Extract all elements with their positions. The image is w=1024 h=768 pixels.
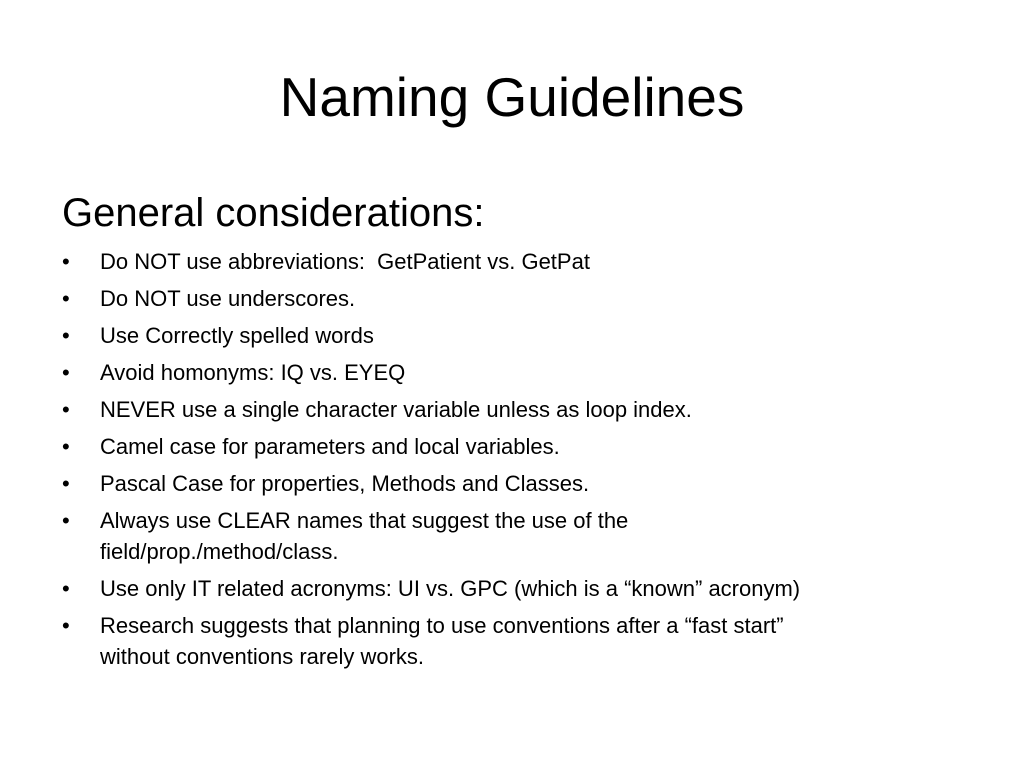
bullet-dot-icon: • xyxy=(62,471,70,496)
bullet-text: Do NOT use underscores. xyxy=(100,286,356,311)
bullet-dot-icon: • xyxy=(62,360,70,385)
bullet-text: Use Correctly spelled words xyxy=(100,323,374,348)
bullet-item xyxy=(62,431,962,462)
bullet-text: Always use CLEAR names that suggest the use of the field/prop./method/class. xyxy=(100,508,629,564)
bullet-item xyxy=(62,573,962,604)
bullet-item xyxy=(62,357,962,388)
bullet-dot-icon: • xyxy=(62,508,70,533)
bullet-text: Pascal Case for properties, Methods and Classes. xyxy=(100,471,590,496)
slide-title: Naming Guidelines xyxy=(279,66,745,128)
bullet-text: Use only IT related acronyms: UI vs. GPC (which is a “known” acronym) xyxy=(100,576,801,601)
bullet-item xyxy=(62,468,962,499)
bullet-dot-icon: • xyxy=(62,613,70,638)
bullet-text: Research suggests that planning to use conventions after a “fast start” without conventions rarely works. xyxy=(100,613,784,669)
bullet-item xyxy=(62,394,962,425)
bullet-item xyxy=(62,283,962,314)
bullet-text: Camel case for parameters and local variables. xyxy=(100,434,560,459)
bullet-item xyxy=(62,505,962,567)
bullet-dot-icon: • xyxy=(62,576,70,601)
bullet-item xyxy=(62,246,962,277)
bullet-text: Avoid homonyms: IQ vs. EYEQ xyxy=(100,360,406,385)
bullet-dot-icon: • xyxy=(62,434,70,459)
bullet-text: NEVER use a single character variable unless as loop index. xyxy=(100,397,692,422)
bullet-dot-icon: • xyxy=(62,397,70,422)
bullet-dot-icon: • xyxy=(62,323,70,348)
bullet-list xyxy=(62,246,962,678)
bullet-text: Do NOT use abbreviations: GetPatient vs. GetPat xyxy=(100,249,590,274)
bullet-dot-icon: • xyxy=(62,249,70,274)
bullet-item xyxy=(62,320,962,351)
section-heading: General considerations: xyxy=(62,191,485,235)
bullet-dot-icon: • xyxy=(62,286,70,311)
bullet-item xyxy=(62,610,962,672)
